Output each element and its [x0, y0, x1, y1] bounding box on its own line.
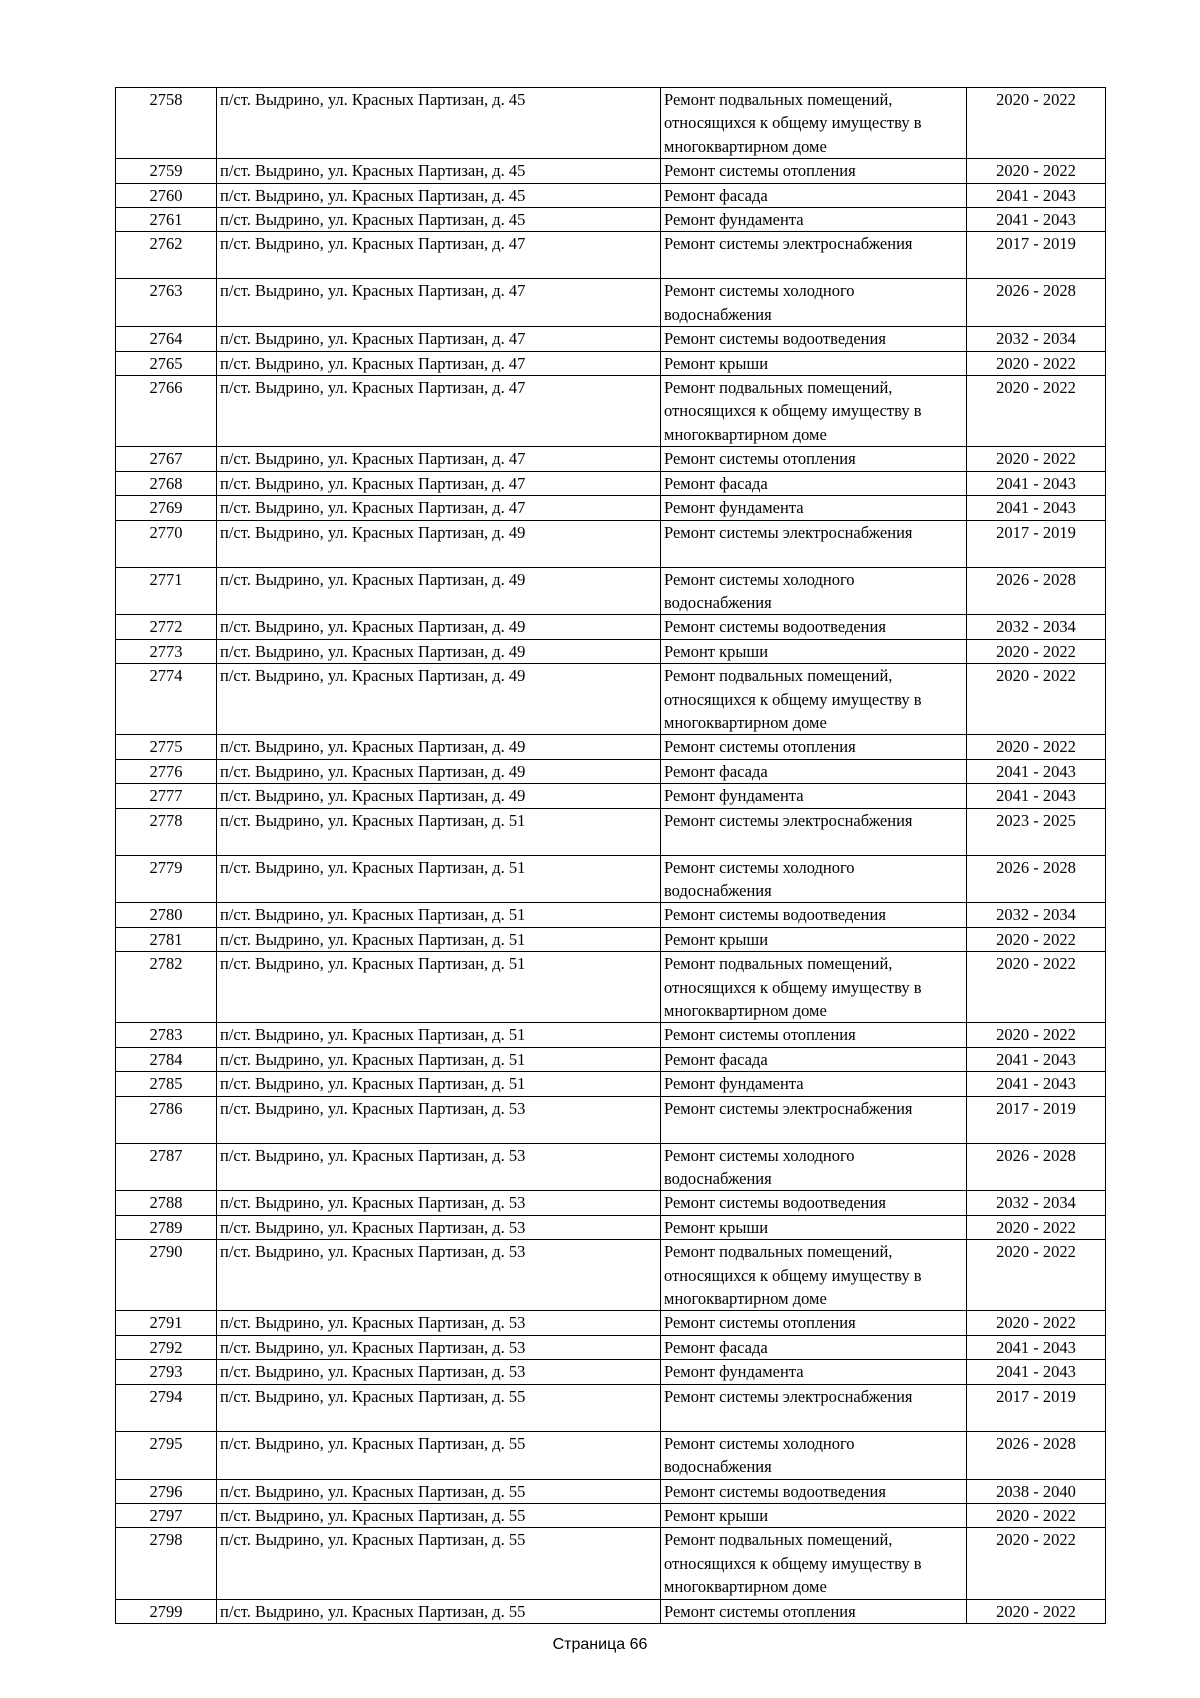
- row-number-cell: 2788: [116, 1191, 217, 1215]
- table-row: [116, 1360, 1106, 1384]
- row-number-cell: 2796: [116, 1479, 217, 1503]
- table-row: [116, 1215, 1106, 1239]
- period-cell: 2020 - 2022: [967, 1311, 1106, 1335]
- table-row: [116, 327, 1106, 351]
- row-number-cell: 2774: [116, 664, 217, 735]
- period-cell: 2038 - 2040: [967, 1479, 1106, 1503]
- row-number-cell: 2758: [116, 88, 217, 159]
- work-type-cell: Ремонт фундамента: [661, 784, 967, 808]
- address-cell: п/ст. Выдрино, ул. Красных Партизан, д. 51: [217, 808, 661, 855]
- table-row: [116, 664, 1106, 735]
- row-number-cell: 2793: [116, 1360, 217, 1384]
- work-type-cell: Ремонт системы электроснабжения: [661, 520, 967, 567]
- period-cell: 2020 - 2022: [967, 1599, 1106, 1623]
- work-type-cell: Ремонт крыши: [661, 927, 967, 951]
- period-cell: 2032 - 2034: [967, 903, 1106, 927]
- row-number-cell: 2764: [116, 327, 217, 351]
- address-cell: п/ст. Выдрино, ул. Красных Партизан, д. 55: [217, 1384, 661, 1431]
- row-number-cell: 2789: [116, 1215, 217, 1239]
- row-number-cell: 2790: [116, 1240, 217, 1311]
- address-cell: п/ст. Выдрино, ул. Красных Партизан, д. 49: [217, 567, 661, 615]
- work-type-cell: Ремонт системы электроснабжения: [661, 232, 967, 279]
- work-type-cell: Ремонт крыши: [661, 639, 967, 663]
- address-cell: п/ст. Выдрино, ул. Красных Партизан, д. 51: [217, 952, 661, 1023]
- row-number-cell: 2787: [116, 1143, 217, 1191]
- row-number-cell: 2798: [116, 1528, 217, 1599]
- work-type-cell: Ремонт крыши: [661, 1503, 967, 1527]
- work-type-cell: Ремонт фундамента: [661, 1072, 967, 1096]
- period-cell: 2020 - 2022: [967, 952, 1106, 1023]
- work-type-cell: Ремонт системы холодного водоснабжения: [661, 567, 967, 615]
- table-body: [116, 88, 1106, 1624]
- work-type-cell: Ремонт фасада: [661, 1047, 967, 1071]
- table-row: [116, 1599, 1106, 1623]
- row-number-cell: 2780: [116, 903, 217, 927]
- table-row: [116, 615, 1106, 639]
- table-row: [116, 471, 1106, 495]
- work-type-cell: Ремонт системы отопления: [661, 735, 967, 759]
- row-number-cell: 2772: [116, 615, 217, 639]
- work-type-cell: Ремонт крыши: [661, 1215, 967, 1239]
- period-cell: 2020 - 2022: [967, 1240, 1106, 1311]
- period-cell: 2017 - 2019: [967, 1384, 1106, 1431]
- table-row: [116, 784, 1106, 808]
- address-cell: п/ст. Выдрино, ул. Красных Партизан, д. 49: [217, 664, 661, 735]
- address-cell: п/ст. Выдрино, ул. Красных Партизан, д. 51: [217, 855, 661, 903]
- address-cell: п/ст. Выдрино, ул. Красных Партизан, д. 49: [217, 759, 661, 783]
- period-cell: 2041 - 2043: [967, 208, 1106, 232]
- work-type-cell: Ремонт фундамента: [661, 208, 967, 232]
- work-type-cell: Ремонт системы отопления: [661, 1599, 967, 1623]
- table-row: [116, 639, 1106, 663]
- table-row: [116, 952, 1106, 1023]
- table-row: [116, 759, 1106, 783]
- address-cell: п/ст. Выдрино, ул. Красных Партизан, д. 47: [217, 496, 661, 520]
- address-cell: п/ст. Выдрино, ул. Красных Партизан, д. 51: [217, 927, 661, 951]
- period-cell: 2020 - 2022: [967, 664, 1106, 735]
- period-cell: 2020 - 2022: [967, 1528, 1106, 1599]
- work-type-cell: Ремонт системы электроснабжения: [661, 1096, 967, 1143]
- row-number-cell: 2781: [116, 927, 217, 951]
- work-type-cell: Ремонт подвальных помещений, относящихся к общему имуществу в многоквартирном доме: [661, 88, 967, 159]
- row-number-cell: 2776: [116, 759, 217, 783]
- table-row: [116, 567, 1106, 615]
- row-number-cell: 2771: [116, 567, 217, 615]
- address-cell: п/ст. Выдрино, ул. Красных Партизан, д. 55: [217, 1599, 661, 1623]
- table-row: [116, 1096, 1106, 1143]
- period-cell: 2026 - 2028: [967, 279, 1106, 327]
- period-cell: 2041 - 2043: [967, 1335, 1106, 1359]
- period-cell: 2041 - 2043: [967, 1047, 1106, 1071]
- row-number-cell: 2786: [116, 1096, 217, 1143]
- address-cell: п/ст. Выдрино, ул. Красных Партизан, д. 53: [217, 1191, 661, 1215]
- address-cell: п/ст. Выдрино, ул. Красных Партизан, д. 47: [217, 279, 661, 327]
- row-number-cell: 2797: [116, 1503, 217, 1527]
- address-cell: п/ст. Выдрино, ул. Красных Партизан, д. 51: [217, 903, 661, 927]
- row-number-cell: 2761: [116, 208, 217, 232]
- address-cell: п/ст. Выдрино, ул. Красных Партизан, д. 53: [217, 1215, 661, 1239]
- work-type-cell: Ремонт системы холодного водоснабжения: [661, 279, 967, 327]
- address-cell: п/ст. Выдрино, ул. Красных Партизан, д. 47: [217, 471, 661, 495]
- address-cell: п/ст. Выдрино, ул. Красных Партизан, д. 45: [217, 88, 661, 159]
- table-row: [116, 1503, 1106, 1527]
- work-type-cell: Ремонт системы водоотведения: [661, 1479, 967, 1503]
- work-type-cell: Ремонт системы отопления: [661, 447, 967, 471]
- table-row: [116, 232, 1106, 279]
- period-cell: 2020 - 2022: [967, 735, 1106, 759]
- table-row: [116, 1023, 1106, 1047]
- address-cell: п/ст. Выдрино, ул. Красных Партизан, д. 51: [217, 1047, 661, 1071]
- address-cell: п/ст. Выдрино, ул. Красных Партизан, д. 47: [217, 351, 661, 375]
- table-row: [116, 927, 1106, 951]
- work-type-cell: Ремонт системы водоотведения: [661, 903, 967, 927]
- period-cell: 2017 - 2019: [967, 232, 1106, 279]
- address-cell: п/ст. Выдрино, ул. Красных Партизан, д. 51: [217, 1023, 661, 1047]
- period-cell: 2020 - 2022: [967, 1215, 1106, 1239]
- work-type-cell: Ремонт фасада: [661, 471, 967, 495]
- address-cell: п/ст. Выдрино, ул. Красных Партизан, д. 55: [217, 1503, 661, 1527]
- period-cell: 2041 - 2043: [967, 1360, 1106, 1384]
- table-row: [116, 1528, 1106, 1599]
- address-cell: п/ст. Выдрино, ул. Красных Партизан, д. 55: [217, 1528, 661, 1599]
- period-cell: 2032 - 2034: [967, 615, 1106, 639]
- row-number-cell: 2759: [116, 159, 217, 183]
- table-row: [116, 279, 1106, 327]
- address-cell: п/ст. Выдрино, ул. Красных Партизан, д. 49: [217, 639, 661, 663]
- table-row: [116, 1384, 1106, 1431]
- work-type-cell: Ремонт системы отопления: [661, 1311, 967, 1335]
- period-cell: 2020 - 2022: [967, 376, 1106, 447]
- row-number-cell: 2799: [116, 1599, 217, 1623]
- table-row: [116, 1335, 1106, 1359]
- table-row: [116, 351, 1106, 375]
- row-number-cell: 2795: [116, 1431, 217, 1479]
- table-row: [116, 376, 1106, 447]
- row-number-cell: 2782: [116, 952, 217, 1023]
- work-type-cell: Ремонт подвальных помещений, относящихся к общему имуществу в многоквартирном доме: [661, 376, 967, 447]
- period-cell: 2032 - 2034: [967, 1191, 1106, 1215]
- period-cell: 2020 - 2022: [967, 1023, 1106, 1047]
- period-cell: 2026 - 2028: [967, 1143, 1106, 1191]
- row-number-cell: 2791: [116, 1311, 217, 1335]
- address-cell: п/ст. Выдрино, ул. Красных Партизан, д. 45: [217, 208, 661, 232]
- address-cell: п/ст. Выдрино, ул. Красных Партизан, д. 53: [217, 1335, 661, 1359]
- address-cell: п/ст. Выдрино, ул. Красных Партизан, д. 53: [217, 1143, 661, 1191]
- period-cell: 2041 - 2043: [967, 784, 1106, 808]
- row-number-cell: 2792: [116, 1335, 217, 1359]
- period-cell: 2023 - 2025: [967, 808, 1106, 855]
- row-number-cell: 2762: [116, 232, 217, 279]
- period-cell: 2020 - 2022: [967, 1503, 1106, 1527]
- work-type-cell: Ремонт системы водоотведения: [661, 615, 967, 639]
- row-number-cell: 2778: [116, 808, 217, 855]
- address-cell: п/ст. Выдрино, ул. Красных Партизан, д. 53: [217, 1360, 661, 1384]
- row-number-cell: 2768: [116, 471, 217, 495]
- row-number-cell: 2773: [116, 639, 217, 663]
- work-type-cell: Ремонт фасада: [661, 183, 967, 207]
- address-cell: п/ст. Выдрино, ул. Красных Партизан, д. 49: [217, 784, 661, 808]
- period-cell: 2041 - 2043: [967, 496, 1106, 520]
- row-number-cell: 2770: [116, 520, 217, 567]
- row-number-cell: 2765: [116, 351, 217, 375]
- work-type-cell: Ремонт системы холодного водоснабжения: [661, 1143, 967, 1191]
- row-number-cell: 2785: [116, 1072, 217, 1096]
- repair-schedule-table: [115, 87, 1106, 1624]
- period-cell: 2026 - 2028: [967, 567, 1106, 615]
- row-number-cell: 2763: [116, 279, 217, 327]
- work-type-cell: Ремонт фундамента: [661, 1360, 967, 1384]
- address-cell: п/ст. Выдрино, ул. Красных Партизан, д. 53: [217, 1311, 661, 1335]
- work-type-cell: Ремонт крыши: [661, 351, 967, 375]
- address-cell: п/ст. Выдрино, ул. Красных Партизан, д. 55: [217, 1431, 661, 1479]
- row-number-cell: 2784: [116, 1047, 217, 1071]
- table-row: [116, 1240, 1106, 1311]
- work-type-cell: Ремонт подвальных помещений, относящихся к общему имуществу в многоквартирном доме: [661, 952, 967, 1023]
- table-row: [116, 735, 1106, 759]
- row-number-cell: 2779: [116, 855, 217, 903]
- work-type-cell: Ремонт системы холодного водоснабжения: [661, 1431, 967, 1479]
- period-cell: 2020 - 2022: [967, 351, 1106, 375]
- period-cell: 2026 - 2028: [967, 855, 1106, 903]
- period-cell: 2017 - 2019: [967, 1096, 1106, 1143]
- address-cell: п/ст. Выдрино, ул. Красных Партизан, д. 47: [217, 447, 661, 471]
- table-row: [116, 520, 1106, 567]
- period-cell: 2020 - 2022: [967, 639, 1106, 663]
- table-row: [116, 183, 1106, 207]
- period-cell: 2026 - 2028: [967, 1431, 1106, 1479]
- row-number-cell: 2767: [116, 447, 217, 471]
- table-row: [116, 1072, 1106, 1096]
- row-number-cell: 2760: [116, 183, 217, 207]
- work-type-cell: Ремонт фундамента: [661, 496, 967, 520]
- address-cell: п/ст. Выдрино, ул. Красных Партизан, д. 55: [217, 1479, 661, 1503]
- work-type-cell: Ремонт подвальных помещений, относящихся к общему имуществу в многоквартирном доме: [661, 1240, 967, 1311]
- period-cell: 2041 - 2043: [967, 759, 1106, 783]
- period-cell: 2017 - 2019: [967, 520, 1106, 567]
- table-row: [116, 903, 1106, 927]
- work-type-cell: Ремонт системы холодного водоснабжения: [661, 855, 967, 903]
- table-row: [116, 159, 1106, 183]
- period-cell: 2020 - 2022: [967, 447, 1106, 471]
- row-number-cell: 2775: [116, 735, 217, 759]
- work-type-cell: Ремонт системы отопления: [661, 159, 967, 183]
- work-type-cell: Ремонт системы водоотведения: [661, 327, 967, 351]
- address-cell: п/ст. Выдрино, ул. Красных Партизан, д. 53: [217, 1096, 661, 1143]
- period-cell: 2032 - 2034: [967, 327, 1106, 351]
- period-cell: 2020 - 2022: [967, 927, 1106, 951]
- work-type-cell: Ремонт подвальных помещений, относящихся к общему имуществу в многоквартирном доме: [661, 1528, 967, 1599]
- row-number-cell: 2769: [116, 496, 217, 520]
- table-row: [116, 1431, 1106, 1479]
- work-type-cell: Ремонт подвальных помещений, относящихся к общему имуществу в многоквартирном доме: [661, 664, 967, 735]
- row-number-cell: 2783: [116, 1023, 217, 1047]
- address-cell: п/ст. Выдрино, ул. Красных Партизан, д. 51: [217, 1072, 661, 1096]
- work-type-cell: Ремонт фасада: [661, 1335, 967, 1359]
- period-cell: 2041 - 2043: [967, 183, 1106, 207]
- address-cell: п/ст. Выдрино, ул. Красных Партизан, д. 45: [217, 159, 661, 183]
- address-cell: п/ст. Выдрино, ул. Красных Партизан, д. 53: [217, 1240, 661, 1311]
- table-row: [116, 855, 1106, 903]
- row-number-cell: 2777: [116, 784, 217, 808]
- table-row: [116, 208, 1106, 232]
- table-row: [116, 1143, 1106, 1191]
- address-cell: п/ст. Выдрино, ул. Красных Партизан, д. 47: [217, 376, 661, 447]
- table-row: [116, 1311, 1106, 1335]
- work-type-cell: Ремонт системы электроснабжения: [661, 808, 967, 855]
- address-cell: п/ст. Выдрино, ул. Красных Партизан, д. 49: [217, 520, 661, 567]
- page-number: Страница 66: [552, 1636, 648, 1653]
- work-type-cell: Ремонт фасада: [661, 759, 967, 783]
- table-row: [116, 88, 1106, 159]
- table-row: [116, 1191, 1106, 1215]
- table-row: [116, 1479, 1106, 1503]
- work-type-cell: Ремонт системы отопления: [661, 1023, 967, 1047]
- period-cell: 2041 - 2043: [967, 1072, 1106, 1096]
- table-row: [116, 808, 1106, 855]
- period-cell: 2041 - 2043: [967, 471, 1106, 495]
- address-cell: п/ст. Выдрино, ул. Красных Партизан, д. 49: [217, 615, 661, 639]
- work-type-cell: Ремонт системы электроснабжения: [661, 1384, 967, 1431]
- address-cell: п/ст. Выдрино, ул. Красных Партизан, д. 45: [217, 183, 661, 207]
- table-row: [116, 496, 1106, 520]
- table-row: [116, 1047, 1106, 1071]
- period-cell: 2020 - 2022: [967, 159, 1106, 183]
- work-type-cell: Ремонт системы водоотведения: [661, 1191, 967, 1215]
- address-cell: п/ст. Выдрино, ул. Красных Партизан, д. 49: [217, 735, 661, 759]
- table-row: [116, 447, 1106, 471]
- period-cell: 2020 - 2022: [967, 88, 1106, 159]
- row-number-cell: 2794: [116, 1384, 217, 1431]
- row-number-cell: 2766: [116, 376, 217, 447]
- address-cell: п/ст. Выдрино, ул. Красных Партизан, д. 47: [217, 232, 661, 279]
- address-cell: п/ст. Выдрино, ул. Красных Партизан, д. 47: [217, 327, 661, 351]
